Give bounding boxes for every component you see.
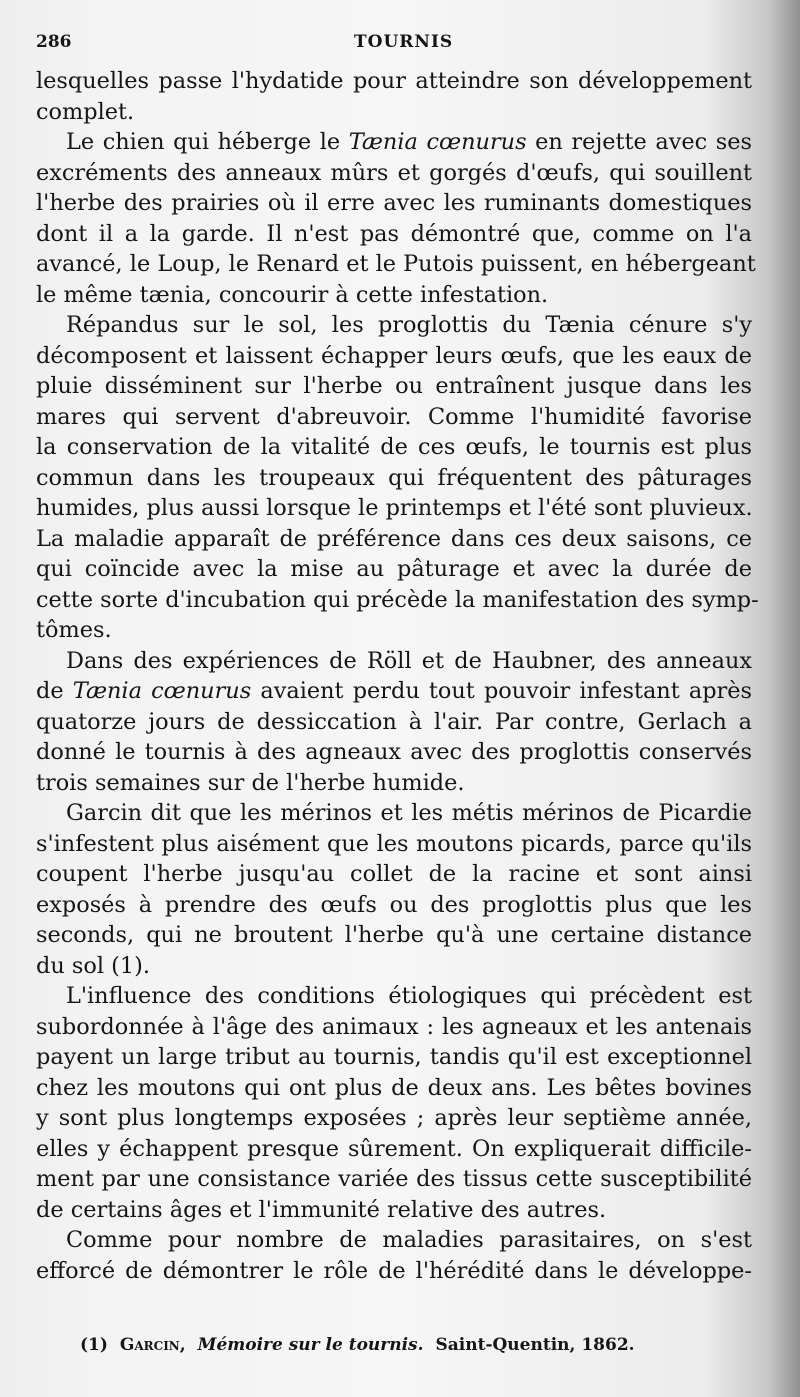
text-run: cette sorte d'incubation qui précède la manifestation des symp- <box>36 586 759 613</box>
running-title: TOURNIS <box>354 32 454 52</box>
text-run: quatorze jours de dessiccation à l'air. Par contre, Gerlach a <box>36 708 752 735</box>
text-run: ment par une consistance variée des tissus cette susceptibilité <box>36 1166 752 1192</box>
text-run: subordonnée à l'âge des animaux : les agneaux et les antenais <box>36 1013 752 1040</box>
text-run: l'herbe des prairies où il erre avec les ruminants domestiques <box>36 190 752 216</box>
text-line <box>36 585 759 616</box>
page-number: 286 <box>36 32 72 52</box>
paragraph <box>36 66 752 127</box>
text-line <box>36 1134 752 1165</box>
footnote <box>80 1335 635 1355</box>
text-line <box>36 66 752 97</box>
text-run: efforcé de démontrer le rôle de l'hérédité dans le développe- <box>36 1257 752 1284</box>
text-line <box>36 97 752 128</box>
body-text <box>36 66 759 1286</box>
text-line <box>36 615 752 646</box>
text-run: exposés à prendre des œufs ou des proglottis plus que les <box>36 891 752 918</box>
text-run: mares qui servent d'abreuvoir. Comme l'humidité favorise <box>36 403 752 430</box>
text-line <box>36 493 752 524</box>
text-run: La maladie apparaît de préférence dans ces deux saisons, ce <box>36 525 752 552</box>
text-run: elles y échappent presque sûrement. On expliquerait difficile- <box>36 1135 752 1162</box>
text-line <box>36 371 752 402</box>
italic-term: Tænia cœnurus <box>348 129 527 155</box>
text-run: avancé, le Loup, le Renard et le Putois puissent, en hébergeant <box>36 251 756 277</box>
paragraph <box>36 310 759 646</box>
italic-term: Tænia cœnurus <box>72 678 252 704</box>
paragraph <box>36 127 756 310</box>
text-line <box>36 1225 752 1256</box>
text-run: dont il a la garde. Il n'est pas démontré que, comme on l'a <box>36 220 752 247</box>
text-run: coupent l'herbe jusqu'au collet de la racine et sont ainsi <box>36 861 752 887</box>
text-run: la conservation de la vitalité de ces œufs, le tournis est plus <box>36 434 752 460</box>
text-run: excréments des anneaux mûrs et gorgés d'œufs, qui souillent <box>36 159 752 186</box>
text-run: humides, plus aussi lorsque le printemps et l'été sont pluvieux. <box>36 495 753 521</box>
text-run: trois semaines sur de l'herbe humide. <box>36 769 465 796</box>
text-run: lesquelles passe l'hydatide pour atteindre son développement <box>36 68 752 94</box>
text-run: qui coïncide avec la mise au pâturage et avec la durée de <box>36 556 752 582</box>
paragraph <box>36 1225 752 1286</box>
paragraph <box>36 646 752 799</box>
text-run: de <box>36 678 73 704</box>
text-line <box>36 554 752 585</box>
text-line <box>36 768 752 799</box>
text-run: payent un large tribut au tournis, tandis qu'il est exceptionnel <box>36 1044 752 1070</box>
paragraph <box>36 981 752 1225</box>
text-run: en rejette avec ses <box>526 129 752 155</box>
text-run: Répandus sur le sol, les proglottis du Tænia cénure s'y <box>66 312 752 338</box>
text-run: chez les moutons qui ont plus de deux ans. Les bêtes bovines <box>36 1074 752 1101</box>
text-line <box>36 859 752 890</box>
text-line <box>36 310 752 341</box>
text-run: le même tænia, concourir à cette infestation. <box>36 281 549 308</box>
text-run: de certains âges et l'immunité relative des autres. <box>36 1196 607 1223</box>
text-line <box>36 707 752 738</box>
text-line <box>36 920 752 951</box>
text-run: Le chien qui héberge le <box>66 129 349 155</box>
footnote-author: Garcin, <box>119 1335 186 1355</box>
footnote-marker: (1) <box>80 1335 108 1355</box>
text-line <box>36 1103 752 1134</box>
text-line <box>36 951 752 982</box>
text-run: Dans des expériences de Röll et de Haubner, des anneaux <box>66 647 752 674</box>
text-line <box>36 1012 752 1043</box>
text-line <box>36 1073 752 1104</box>
text-line <box>36 188 752 219</box>
text-line <box>36 1195 752 1226</box>
text-line <box>36 890 752 921</box>
text-run: du sol (1). <box>36 952 150 979</box>
text-line <box>36 1256 752 1287</box>
text-line <box>36 402 752 433</box>
text-run: seconds, qui ne broutent l'herbe qu'à une certaine distance <box>36 922 752 948</box>
text-run: décomposent et laissent échapper leurs œufs, que les eaux de <box>36 342 752 369</box>
text-run: y sont plus longtemps exposées ; après leur septième année, <box>36 1105 752 1131</box>
text-line <box>36 249 756 280</box>
text-line <box>36 798 752 829</box>
text-line <box>36 280 752 311</box>
text-line <box>36 341 752 372</box>
text-run: tômes. <box>36 617 112 643</box>
text-run: avaient perdu tout pouvoir infestant après <box>251 678 752 704</box>
text-run: pluie disséminent sur l'herbe ou entraînent jusque dans les <box>36 373 752 399</box>
text-run: s'infestent plus aisément que les moutons picards, parce qu'ils <box>36 830 752 857</box>
text-line <box>36 219 752 250</box>
text-line <box>36 646 752 677</box>
text-run: Garcin dit que les mérinos et les métis mérinos de Picardie <box>66 800 752 826</box>
text-line <box>36 463 752 494</box>
text-line <box>36 524 752 555</box>
text-line <box>36 1042 752 1073</box>
text-run: L'influence des conditions étiologiques qui précèdent est <box>66 983 752 1009</box>
text-line <box>36 829 752 860</box>
text-line <box>36 127 752 158</box>
footnote-place-date: Saint-Quentin, 1862. <box>435 1335 635 1355</box>
paragraph <box>36 798 752 981</box>
footnote-title: Mémoire sur le tournis. <box>197 1335 424 1355</box>
text-line <box>36 737 752 768</box>
text-run: donné le tournis à des agneaux avec des proglottis conservés <box>36 739 752 765</box>
text-line <box>36 432 752 463</box>
text-run: Comme pour nombre de maladies parasitaires, on s'est <box>66 1227 752 1253</box>
text-run: commun dans les troupeaux qui fréquentent des pâturages <box>36 464 752 491</box>
text-run: complet. <box>36 98 135 125</box>
running-header <box>36 32 764 60</box>
text-line <box>36 676 752 707</box>
text-line <box>36 981 752 1012</box>
text-line <box>36 1164 752 1195</box>
text-line <box>36 158 752 189</box>
